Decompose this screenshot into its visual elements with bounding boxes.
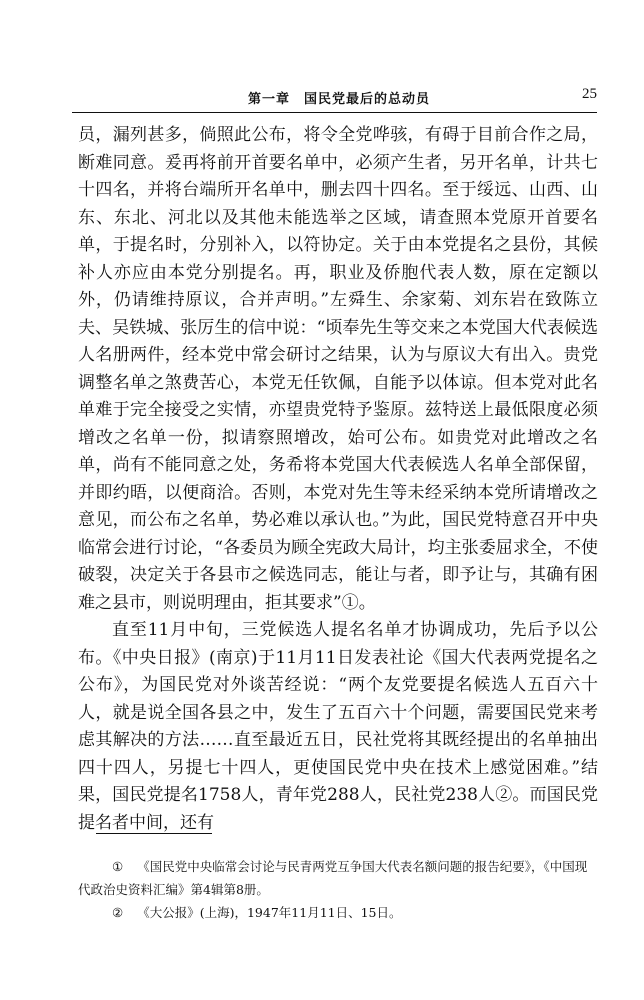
page-number: 25 — [582, 86, 597, 102]
footnote-2 — [78, 901, 598, 924]
paragraph-continued: 员，漏列甚多，倘照此公布，将令全党哗骇，有碍于目前合作之局，断难同意。爰再将前开首要名单中，必须产生者，另开名单，计共七十四名，并将台端所开名单中，删去四十四名。至于绥远、山西、山东、东北、河北以及其他未能选举之区域，请查照本党原开首要名单，于提名时，分别补入，以符协定。关于由本党提名之县份，其候补人亦应由本党分别提名。再，职业及侨胞代表人数，原在定额以外，仍请维持原议，合并声明。”左舜生、余家菊、刘东岩在致陈立夫、吴铁城、张厉生的信中说：“顷奉先生等交来之本党国大代表候选人名册两件，经本党中常会研讨之结果，认为与原议大有出入。贵党调整名单之煞费苦心，本党无任钦佩，自能予以体谅。但本党对此名单难于完全接受之实情，亦望贵党特予鉴原。兹特送上最低限度必须增改之名单一份，拟请察照增改，始可公布。如贵党对此增改之名单，尚有不能同意之处，务希将本党国大代表候选人名单全部保留，并即约晤，以便商洽。否则，本党对先生等未经采纳本党所请增改之意见，而公布之名单，势必难以承认也。”为此，国民党特意召开中央临常会进行讨论，“各委员为顾全宪政大局计，均主张委屈求全，不使破裂，决定关于各县市之候选同志，能让与者，即予让与，其确有困难之县市，则说明理由，拒其要求”①。 — [78, 125, 598, 613]
footnote-text: 《大公报》(上海)，1947年11月11日、15日。 — [137, 905, 402, 920]
footnote-rule — [96, 833, 212, 834]
footnote-marker: ① — [112, 859, 124, 874]
footnotes — [78, 855, 598, 924]
footnote-marker: ② — [112, 905, 124, 920]
footnote-text: 《国民党中央临常会讨论与民青两党互争国大代表名额问题的报告纪要》，《中国现代政治史资料汇编》第4辑第8册。 — [78, 859, 588, 897]
footnote-1 — [78, 855, 598, 901]
running-header — [72, 84, 597, 112]
body-text — [78, 122, 598, 837]
chapter-title: 第一章 国民党最后的总动员 — [248, 92, 431, 107]
paragraph: 直至11月中旬，三党候选人提名名单才协调成功，先后予以公布。《中央日报》(南京)于11月11日发表社论《国大代表两党提名之公布》，为国民党对外谈苦经说：“两个友党要提名候选人五百六十人，就是说全国各县之中，发生了五百六十个问题，需要国民党来考虑其解决的方法……直至最近五日，民社党将其既经提出的名单抽出四十四人，另提七十四人，更使国民党中央在技术上感觉困难。”结果，国民党提名1758人，青年党288人，民社党238人②。而国民党提名者中间，还有 — [78, 620, 598, 833]
header-rule — [72, 112, 597, 113]
